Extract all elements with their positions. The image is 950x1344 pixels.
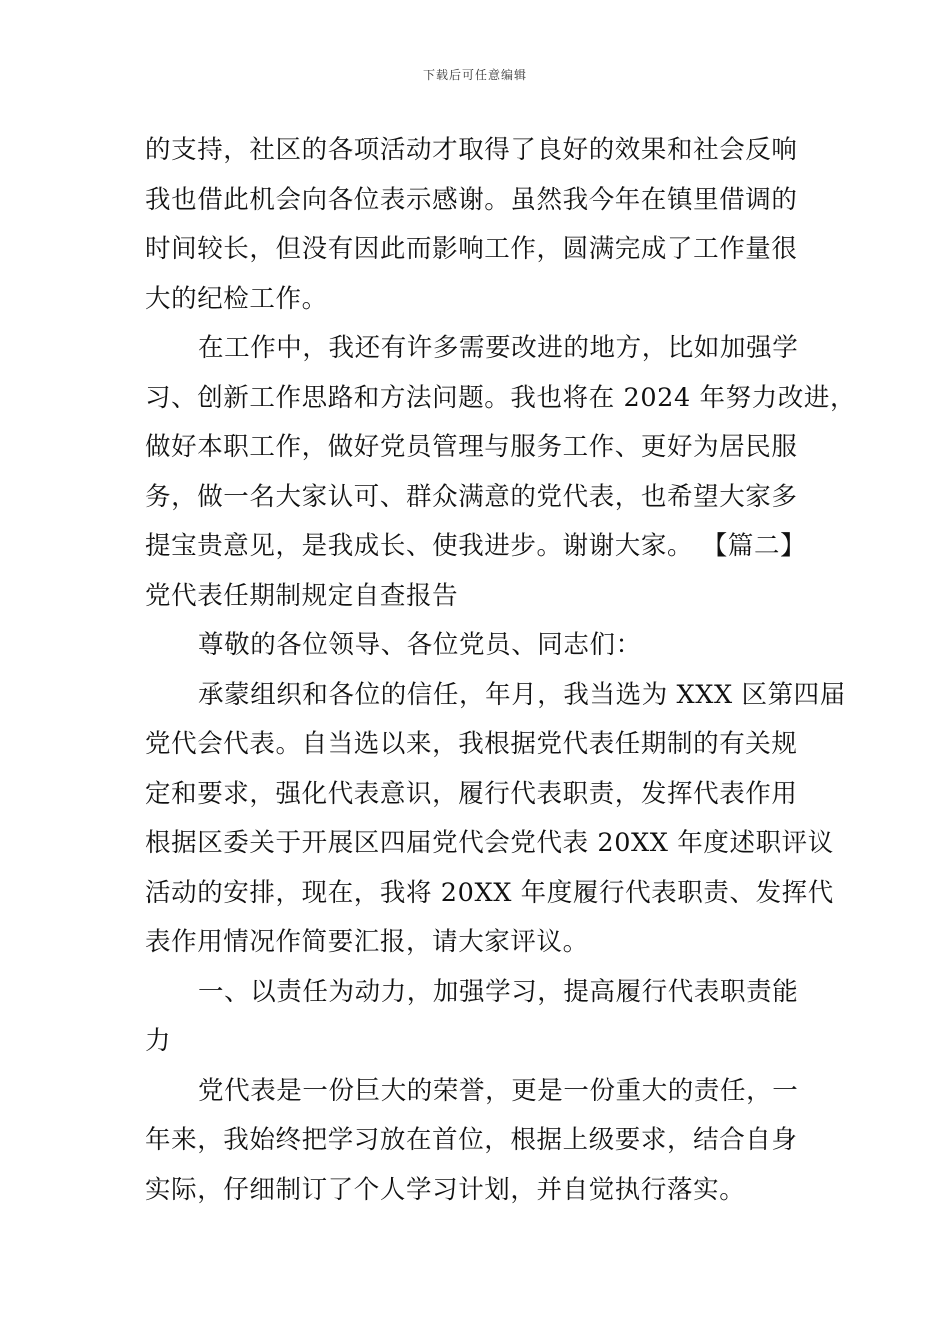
text-line: 的支持，社区的各项活动才取得了良好的效果和社会反响 xyxy=(145,135,798,165)
text-line: 提宝贵意见，是我成长、使我进步。谢谢大家。 【篇二】 xyxy=(145,531,807,561)
paragraph-start-line: 承蒙组织和各位的信任，年月，我当选为 XXX 区第四届 xyxy=(198,679,846,710)
text-line: 表作用情况作简要汇报，请大家评议。 xyxy=(145,927,589,957)
text-line: 时间较长，但没有因此而影响工作，圆满完成了工作量很 xyxy=(145,234,798,264)
text-line: 习、创新工作思路和方法问题。我也将在 2024 年努力改进， xyxy=(145,382,857,413)
paragraph-start-line: 在工作中，我还有许多需要改进的地方，比如加强学 xyxy=(198,333,799,363)
text-line: 年来，我始终把学习放在首位，根据上级要求，结合自身 xyxy=(145,1125,798,1155)
text-line: 党代会代表。自当选以来，我根据党代表任期制的有关规 xyxy=(145,729,798,759)
section-title-line: 党代表任期制规定自查报告 xyxy=(145,580,459,611)
text-line: 活动的安排，现在，我将 20XX 年度履行代表职责、发挥代 xyxy=(145,877,834,908)
text-line: 做好本职工作，做好党员管理与服务工作、更好为居民服 xyxy=(145,432,798,462)
heading-line: 力 xyxy=(145,1026,172,1056)
salutation-line: 尊敬的各位领导、各位党员、同志们： xyxy=(198,630,642,660)
text-line: 定和要求，强化代表意识，履行代表职责，发挥代表作用 xyxy=(145,778,798,809)
paragraph-start-line: 党代表是一份巨大的荣誉，更是一份重大的责任，一 xyxy=(198,1075,799,1106)
text-line: 根据区委关于开展区四届党代会党代表 20XX 年度述职评议 xyxy=(145,828,834,858)
document-body xyxy=(145,126,857,1215)
text-line: 大的纪检工作。 xyxy=(145,283,328,314)
text-line: 实际，仔细制订了个人学习计划，并自觉执行落实。 xyxy=(145,1174,746,1205)
page-header: 下载后可任意编辑 xyxy=(422,68,527,82)
text-line: 务，做一名大家认可、群众满意的党代表，也希望大家多 xyxy=(145,481,798,512)
heading-line: 一、以责任为动力，加强学习，提高履行代表职责能 xyxy=(198,976,799,1007)
text-line: 我也借此机会向各位表示感谢。虽然我今年在镇里借调的 xyxy=(145,184,798,215)
